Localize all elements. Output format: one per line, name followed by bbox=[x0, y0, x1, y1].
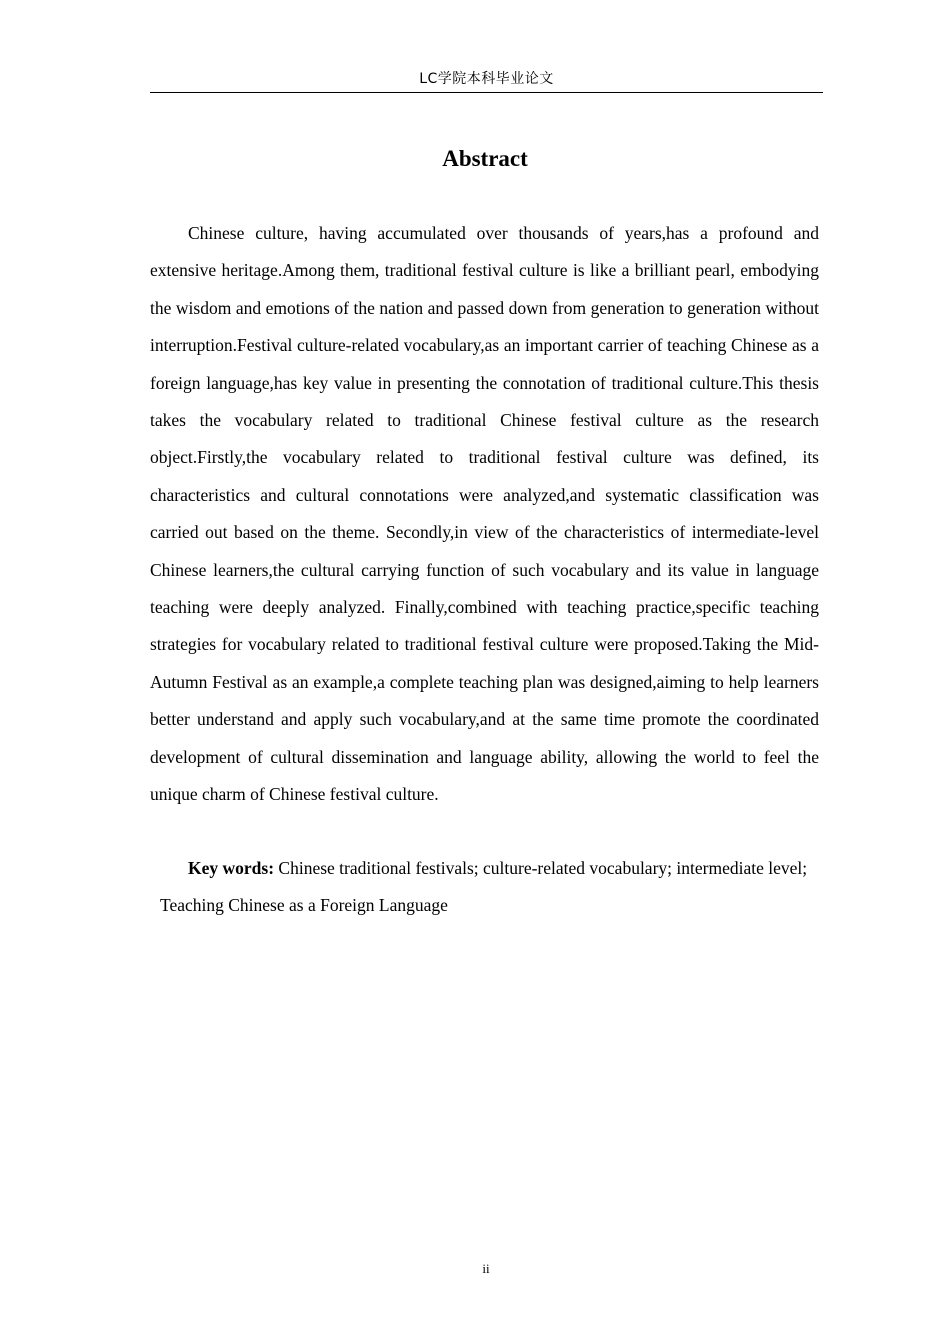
header-title: LC学院本科毕业论文 bbox=[419, 71, 554, 87]
keywords-label: Key words: bbox=[188, 858, 275, 878]
keywords-text: Chinese traditional festivals; culture-related vocabulary; intermediate level; Teaching Chinese as a Foreign Language bbox=[160, 858, 808, 916]
abstract-title: Abstract bbox=[442, 146, 528, 171]
abstract-body: Chinese culture, having accumulated over thousands of years,has a profound and extensive heritage.Among them, traditional festival culture is like a brilliant pearl, embodying the wisdom and emotions of the nation and passed down from generation to generation without interruption.Festival culture-related vocabulary,as an important carrier of teaching Chinese as a foreign language,has key value in presenting the connotation of traditional culture.This thesis takes the vocabulary related to traditional Chinese festival culture as the research object.Firstly,the vocabulary related to traditional festival culture was defined, its characteristics and cultural connotations were analyzed,and systematic classification was carried out based on the theme. Secondly,in view of the characteristics of intermediate-level Chinese learners,the cultural carrying function of such vocabulary and its value in language teaching were deeply analyzed. Finally,combined with teaching practice,specific teaching strategies for vocabulary related to traditional festival culture were proposed.Taking the Mid-Autumn Festival as an example,a complete teaching plan was designed,aiming to help learners better understand and apply such vocabulary,and at the same time promote the coordinated development of cultural dissemination and language ability, allowing the world to feel the unique charm of Chinese festival culture. bbox=[150, 223, 819, 805]
page-header bbox=[150, 66, 823, 93]
page-number: ii bbox=[482, 1261, 490, 1276]
keywords-paragraph bbox=[160, 850, 820, 925]
